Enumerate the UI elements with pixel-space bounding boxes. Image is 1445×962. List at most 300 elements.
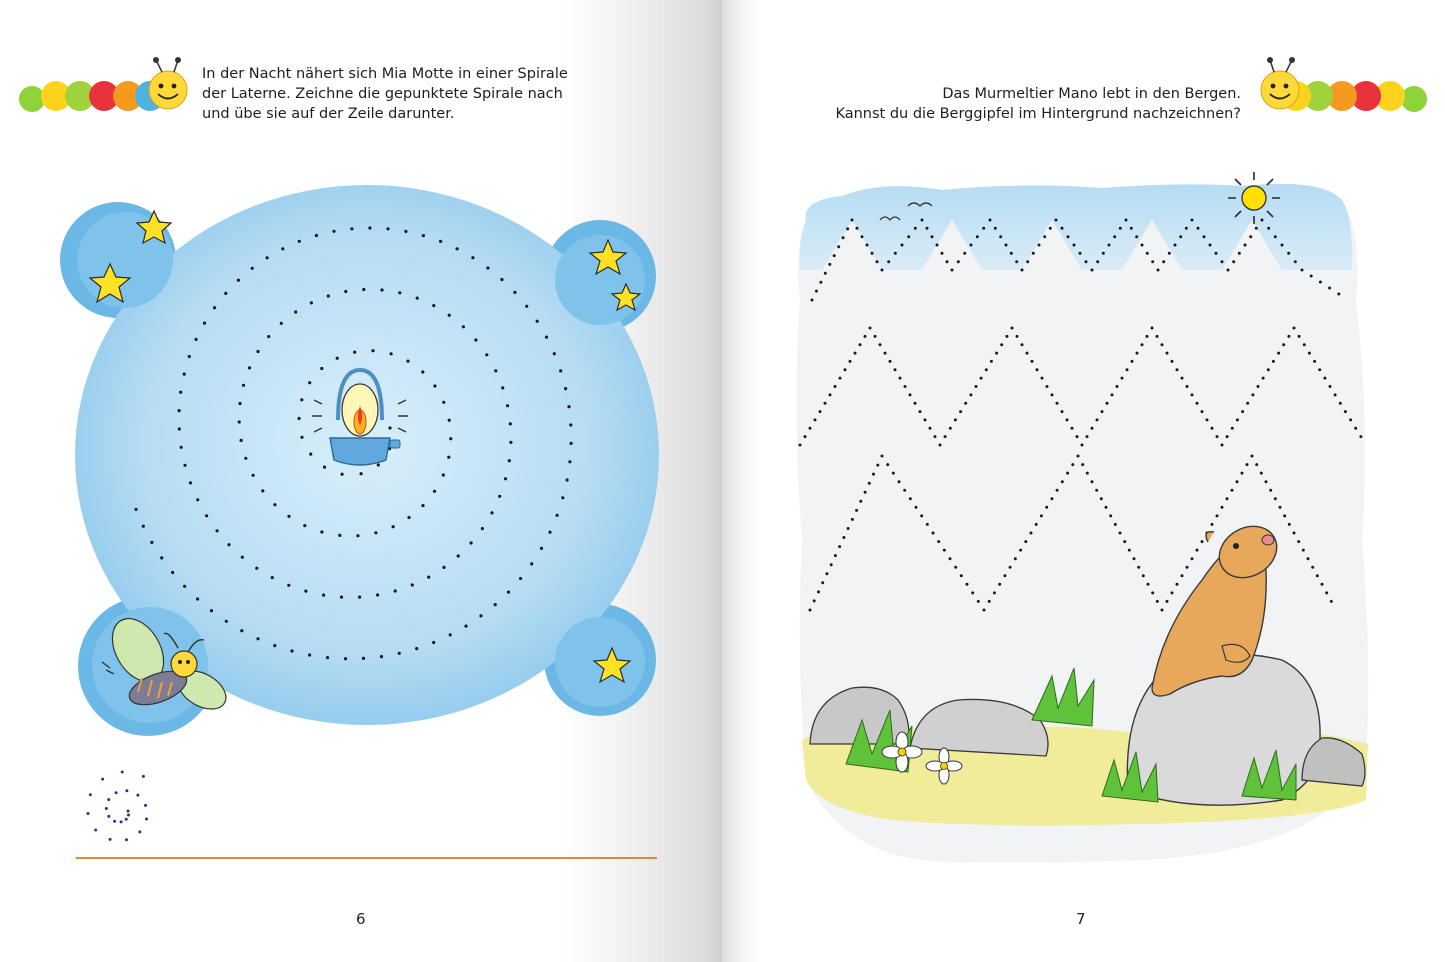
instruction-line: Das Murmeltier Mano lebt in den Bergen. bbox=[942, 86, 1241, 102]
trace-dot bbox=[1061, 480, 1064, 483]
trace-dot bbox=[1050, 497, 1053, 500]
trace-dot bbox=[1161, 609, 1164, 612]
trace-dot bbox=[1156, 600, 1159, 603]
trace-dot bbox=[1005, 335, 1008, 338]
trace-dot bbox=[963, 252, 966, 255]
trace-dot bbox=[462, 325, 465, 328]
trace-dot bbox=[859, 343, 862, 346]
trace-dot bbox=[1021, 269, 1024, 272]
trace-dot bbox=[1181, 377, 1184, 380]
trace-dot bbox=[884, 352, 887, 355]
trace-dot bbox=[1091, 269, 1094, 272]
trace-dot bbox=[432, 641, 435, 644]
trace-dot bbox=[300, 398, 303, 401]
trace-dot bbox=[1328, 287, 1331, 290]
trace-dot bbox=[336, 357, 339, 360]
trace-dot bbox=[1287, 252, 1290, 255]
trace-dot bbox=[570, 442, 573, 445]
trace-dot bbox=[255, 567, 258, 570]
trace-dot bbox=[1032, 252, 1035, 255]
trace-dot bbox=[300, 436, 303, 439]
trace-dot bbox=[1100, 497, 1103, 500]
trace-dot bbox=[561, 496, 564, 499]
trace-dot bbox=[107, 798, 110, 801]
trace-dot bbox=[125, 838, 128, 841]
trace-dot bbox=[1354, 427, 1357, 430]
trace-dot bbox=[1288, 523, 1291, 526]
trace-dot bbox=[881, 269, 884, 272]
trace-dot bbox=[1079, 252, 1082, 255]
trace-dot bbox=[1269, 489, 1272, 492]
trace-dot bbox=[121, 771, 124, 774]
trace-dot bbox=[971, 591, 974, 594]
caterpillar-icon bbox=[1258, 56, 1428, 118]
trace-dot bbox=[1260, 472, 1263, 475]
trace-dot bbox=[303, 524, 306, 527]
trace-dot bbox=[1203, 235, 1206, 238]
trace-dot bbox=[1301, 269, 1304, 272]
trace-dot bbox=[849, 360, 852, 363]
trace-dot bbox=[1146, 335, 1149, 338]
sun-icon bbox=[1228, 172, 1280, 224]
trace-dot bbox=[398, 291, 401, 294]
trace-dot bbox=[1156, 335, 1159, 338]
trace-dot bbox=[398, 652, 401, 655]
trace-dot bbox=[392, 525, 395, 528]
trace-dot bbox=[1021, 343, 1024, 346]
trace-dot bbox=[344, 290, 347, 293]
trace-dot bbox=[240, 439, 243, 442]
trace-dot bbox=[486, 266, 489, 269]
trace-dot bbox=[1211, 427, 1214, 430]
trace-dot bbox=[179, 391, 182, 394]
trace-dot bbox=[142, 775, 145, 778]
trace-dot bbox=[178, 409, 181, 412]
trace-dot bbox=[1111, 393, 1114, 396]
trace-dot bbox=[1226, 435, 1229, 438]
trace-dot bbox=[876, 260, 879, 263]
trace-dot bbox=[127, 810, 130, 813]
trace-dot bbox=[1014, 557, 1017, 560]
trace-dot bbox=[142, 525, 145, 528]
trace-dot bbox=[1119, 227, 1122, 230]
trace-dot bbox=[1181, 574, 1184, 577]
trace-dot bbox=[448, 419, 451, 422]
trace-dot bbox=[931, 235, 934, 238]
trace-dot bbox=[1086, 472, 1089, 475]
trace-dot bbox=[1141, 343, 1144, 346]
trace-dot bbox=[1274, 497, 1277, 500]
trace-dot bbox=[811, 299, 814, 302]
trace-dot bbox=[964, 402, 967, 405]
trace-dot bbox=[241, 556, 244, 559]
trace-dot bbox=[869, 327, 872, 330]
trace-dot bbox=[171, 571, 174, 574]
trace-dot bbox=[894, 252, 897, 255]
trace-dot bbox=[839, 377, 842, 380]
trace-dot bbox=[837, 245, 840, 248]
trace-dot bbox=[256, 350, 259, 353]
trace-dot bbox=[1282, 343, 1285, 346]
trace-dot bbox=[1251, 393, 1254, 396]
trace-dot bbox=[150, 541, 153, 544]
trace-dot bbox=[846, 227, 849, 230]
trace-dot bbox=[474, 338, 477, 341]
trace-dot bbox=[934, 435, 937, 438]
trace-dot bbox=[1191, 393, 1194, 396]
trace-dot bbox=[904, 385, 907, 388]
trace-dot bbox=[809, 427, 812, 430]
left-instruction bbox=[202, 64, 602, 124]
trace-dot bbox=[1081, 463, 1084, 466]
trace-dot bbox=[842, 536, 845, 539]
trace-dot bbox=[1133, 557, 1136, 560]
trace-dot bbox=[433, 490, 436, 493]
trace-dot bbox=[107, 815, 110, 818]
trace-dot bbox=[990, 360, 993, 363]
trace-dot bbox=[887, 260, 890, 263]
trace-dot bbox=[1055, 219, 1058, 222]
trace-dot bbox=[323, 466, 326, 469]
trace-dot bbox=[456, 247, 459, 250]
trace-dot bbox=[982, 227, 985, 230]
trace-dot bbox=[213, 306, 216, 309]
left-page bbox=[0, 0, 722, 962]
trace-dot bbox=[386, 227, 389, 230]
trace-dot bbox=[1085, 260, 1088, 263]
trace-dot bbox=[1142, 574, 1145, 577]
instruction-line: der Laterne. Zeichne die gepunktete Spirale nach bbox=[202, 86, 563, 102]
trace-dot bbox=[1106, 402, 1109, 405]
trace-dot bbox=[353, 351, 356, 354]
trace-dot bbox=[530, 562, 533, 565]
trace-dot bbox=[1281, 244, 1284, 247]
trace-dot bbox=[203, 322, 206, 325]
page-number: 6 bbox=[356, 910, 366, 928]
trace-dot bbox=[394, 589, 397, 592]
trace-dot bbox=[442, 401, 445, 404]
trace-dot bbox=[358, 596, 361, 599]
trace-dot bbox=[1101, 410, 1104, 413]
trace-dot bbox=[1308, 352, 1311, 355]
trace-dot bbox=[320, 530, 323, 533]
trace-dot bbox=[1030, 532, 1033, 535]
trace-dot bbox=[1019, 549, 1022, 552]
right-page bbox=[722, 0, 1445, 962]
trace-dot bbox=[506, 404, 509, 407]
trace-dot bbox=[1238, 252, 1241, 255]
trace-dot bbox=[1265, 480, 1268, 483]
trace-dot bbox=[1186, 566, 1189, 569]
trace-dot bbox=[1073, 244, 1076, 247]
trace-dot bbox=[406, 360, 409, 363]
trace-dot bbox=[1196, 549, 1199, 552]
trace-dot bbox=[1241, 472, 1244, 475]
trace-dot bbox=[1121, 377, 1124, 380]
trace-dot bbox=[545, 336, 548, 339]
mountain-scene bbox=[722, 160, 1445, 870]
trace-dot bbox=[872, 473, 875, 476]
trace-dot bbox=[1147, 583, 1150, 586]
trace-dot bbox=[1091, 480, 1094, 483]
trace-dot bbox=[1283, 514, 1286, 517]
trace-dot bbox=[976, 235, 979, 238]
trace-dot bbox=[470, 541, 473, 544]
trace-dot bbox=[273, 503, 276, 506]
trace-dot bbox=[909, 393, 912, 396]
trace-dot bbox=[240, 629, 243, 632]
trace-dot bbox=[819, 410, 822, 413]
trace-dot bbox=[1329, 385, 1332, 388]
trace-dot bbox=[1010, 252, 1013, 255]
trace-dot bbox=[1045, 506, 1048, 509]
trace-dot bbox=[548, 531, 551, 534]
trace-dot bbox=[1249, 235, 1252, 238]
caterpillar-icon bbox=[18, 56, 188, 118]
trace-dot bbox=[937, 540, 940, 543]
trace-dot bbox=[1035, 523, 1038, 526]
trace-dot bbox=[924, 418, 927, 421]
trace-dot bbox=[536, 320, 539, 323]
trace-dot bbox=[859, 500, 862, 503]
trace-dot bbox=[874, 335, 877, 338]
trace-dot bbox=[290, 649, 293, 652]
trace-dot bbox=[1086, 435, 1089, 438]
trace-dot bbox=[946, 260, 949, 263]
trace-dot bbox=[932, 532, 935, 535]
page-number: 7 bbox=[1076, 910, 1086, 928]
trace-dot bbox=[1191, 219, 1194, 222]
trace-dot bbox=[1359, 435, 1362, 438]
trace-dot bbox=[936, 244, 939, 247]
trace-dot bbox=[799, 444, 802, 447]
trace-dot bbox=[819, 281, 822, 284]
trace-dot bbox=[1043, 235, 1046, 238]
trace-dot bbox=[998, 583, 1001, 586]
trace-dot bbox=[881, 455, 884, 458]
trace-dot bbox=[970, 244, 973, 247]
trace-dot bbox=[989, 219, 992, 222]
trace-dot bbox=[266, 256, 269, 259]
trace-dot bbox=[1114, 523, 1117, 526]
trace-dot bbox=[864, 335, 867, 338]
practice-line bbox=[76, 857, 657, 859]
trace-dot bbox=[309, 453, 312, 456]
trace-dot bbox=[1091, 427, 1094, 430]
trace-dot bbox=[304, 590, 307, 593]
trace-dot bbox=[120, 820, 123, 823]
trace-dot bbox=[195, 338, 198, 341]
trace-dot bbox=[1040, 514, 1043, 517]
trace-dot bbox=[907, 235, 910, 238]
trace-dot bbox=[205, 514, 208, 517]
trace-dot bbox=[824, 402, 827, 405]
trace-dot bbox=[404, 230, 407, 233]
trace-dot bbox=[449, 437, 452, 440]
trace-dot bbox=[540, 547, 543, 550]
trace-dot bbox=[569, 423, 572, 426]
trace-dot bbox=[308, 381, 311, 384]
trace-dot bbox=[377, 463, 380, 466]
trace-dot bbox=[525, 305, 528, 308]
trace-dot bbox=[308, 653, 311, 656]
trace-dot bbox=[1131, 360, 1134, 363]
trace-dot bbox=[380, 655, 383, 658]
trace-dot bbox=[1302, 549, 1305, 552]
trace-dot bbox=[1206, 418, 1209, 421]
trace-dot bbox=[894, 368, 897, 371]
trace-dot bbox=[1279, 506, 1282, 509]
trace-dot bbox=[1221, 506, 1224, 509]
trace-dot bbox=[1016, 335, 1019, 338]
trace-dot bbox=[1126, 368, 1129, 371]
trace-dot bbox=[371, 349, 374, 352]
trace-dot bbox=[1005, 244, 1008, 247]
trace-dot bbox=[362, 657, 365, 660]
trace-dot bbox=[901, 244, 904, 247]
trace-dot bbox=[903, 489, 906, 492]
trace-dot bbox=[926, 227, 929, 230]
trace-dot bbox=[1066, 418, 1069, 421]
trace-dot bbox=[1261, 219, 1264, 222]
trace-dot bbox=[341, 473, 344, 476]
trace-dot bbox=[1257, 385, 1260, 388]
trace-dot bbox=[1323, 377, 1326, 380]
trace-dot bbox=[993, 591, 996, 594]
trace-dot bbox=[980, 377, 983, 380]
trace-dot bbox=[1293, 532, 1296, 535]
trace-dot bbox=[892, 472, 895, 475]
trace-dot bbox=[851, 518, 854, 521]
trace-dot bbox=[983, 609, 986, 612]
trace-dot bbox=[125, 789, 128, 792]
trace-dot bbox=[915, 506, 918, 509]
instruction-line: und übe sie auf der Zeile darunter. bbox=[202, 106, 455, 122]
trace-dot bbox=[886, 463, 889, 466]
trace-dot bbox=[501, 386, 504, 389]
trace-dot bbox=[1031, 360, 1034, 363]
trace-dot bbox=[1066, 472, 1069, 475]
trace-dot bbox=[242, 384, 245, 387]
trace-dot bbox=[287, 584, 290, 587]
trace-dot bbox=[433, 384, 436, 387]
trace-dot bbox=[1313, 360, 1316, 363]
trace-dot bbox=[183, 373, 186, 376]
trace-dot bbox=[1137, 566, 1140, 569]
trace-dot bbox=[294, 310, 297, 313]
trace-dot bbox=[1125, 219, 1128, 222]
trace-dot bbox=[1227, 269, 1230, 272]
trace-dot bbox=[1246, 463, 1249, 466]
trace-dot bbox=[449, 633, 452, 636]
trace-dot bbox=[559, 369, 562, 372]
trace-dot bbox=[188, 355, 191, 358]
trace-dot bbox=[1267, 368, 1270, 371]
trace-dot bbox=[977, 600, 980, 603]
trace-dot bbox=[1179, 235, 1182, 238]
trace-dot bbox=[1130, 227, 1133, 230]
trace-dot bbox=[1321, 583, 1324, 586]
trace-dot bbox=[350, 227, 353, 230]
trace-dot bbox=[949, 557, 952, 560]
trace-dot bbox=[914, 402, 917, 405]
trace-dot bbox=[281, 247, 284, 250]
trace-dot bbox=[854, 352, 857, 355]
trace-dot bbox=[1310, 275, 1313, 278]
trace-dot bbox=[1123, 540, 1126, 543]
trace-dot bbox=[1105, 506, 1108, 509]
trace-dot bbox=[975, 385, 978, 388]
trace-dot bbox=[227, 543, 230, 546]
trace-dot bbox=[1135, 235, 1138, 238]
trace-dot bbox=[1171, 360, 1174, 363]
trace-dot bbox=[136, 794, 139, 797]
trace-dot bbox=[1241, 410, 1244, 413]
trace-dot bbox=[1171, 591, 1174, 594]
trace-dot bbox=[809, 609, 812, 612]
trace-dot bbox=[115, 791, 118, 794]
trace-dot bbox=[508, 459, 511, 462]
trace-dot bbox=[196, 498, 199, 501]
trace-dot bbox=[1316, 574, 1319, 577]
trace-dot bbox=[1071, 427, 1074, 430]
night-scene bbox=[0, 150, 722, 790]
trace-dot bbox=[160, 556, 163, 559]
trace-dot bbox=[1307, 557, 1310, 560]
trace-dot bbox=[310, 301, 313, 304]
trace-dot bbox=[1141, 244, 1144, 247]
trace-dot bbox=[1262, 377, 1265, 380]
trace-dot bbox=[921, 219, 924, 222]
trace-dot bbox=[1166, 600, 1169, 603]
trace-dot bbox=[238, 402, 241, 405]
trace-dot bbox=[943, 549, 946, 552]
trace-dot bbox=[457, 554, 460, 557]
trace-dot bbox=[1119, 532, 1122, 535]
right-instruction bbox=[821, 84, 1241, 124]
trace-dot bbox=[966, 583, 969, 586]
trace-dot bbox=[926, 523, 929, 526]
trace-dot bbox=[471, 256, 474, 259]
trace-dot bbox=[1176, 368, 1179, 371]
trace-dot bbox=[994, 227, 997, 230]
trace-dot bbox=[1026, 352, 1029, 355]
trace-dot bbox=[847, 527, 850, 530]
trace-dot bbox=[1009, 566, 1012, 569]
instruction-line: In der Nacht nähert sich Mia Motte in einer Spirale bbox=[202, 66, 568, 82]
trace-dot bbox=[244, 457, 247, 460]
trace-dot bbox=[360, 472, 363, 475]
trace-dot bbox=[1337, 293, 1340, 296]
trace-dot bbox=[216, 529, 219, 532]
trace-dot bbox=[985, 368, 988, 371]
trace-dot bbox=[1162, 260, 1165, 263]
trace-dot bbox=[332, 230, 335, 233]
trace-dot bbox=[868, 482, 871, 485]
trace-dot bbox=[340, 596, 343, 599]
trace-dot bbox=[464, 625, 467, 628]
trace-dot bbox=[144, 804, 147, 807]
trace-dot bbox=[914, 227, 917, 230]
trace-dot bbox=[825, 572, 828, 575]
trace-dot bbox=[1038, 244, 1041, 247]
trace-dot bbox=[271, 576, 274, 579]
trace-dot bbox=[1221, 444, 1224, 447]
trace-dot bbox=[490, 511, 493, 514]
trace-dot bbox=[178, 427, 181, 430]
spiral-practice-dots[interactable] bbox=[78, 765, 168, 857]
trace-dot bbox=[954, 418, 957, 421]
